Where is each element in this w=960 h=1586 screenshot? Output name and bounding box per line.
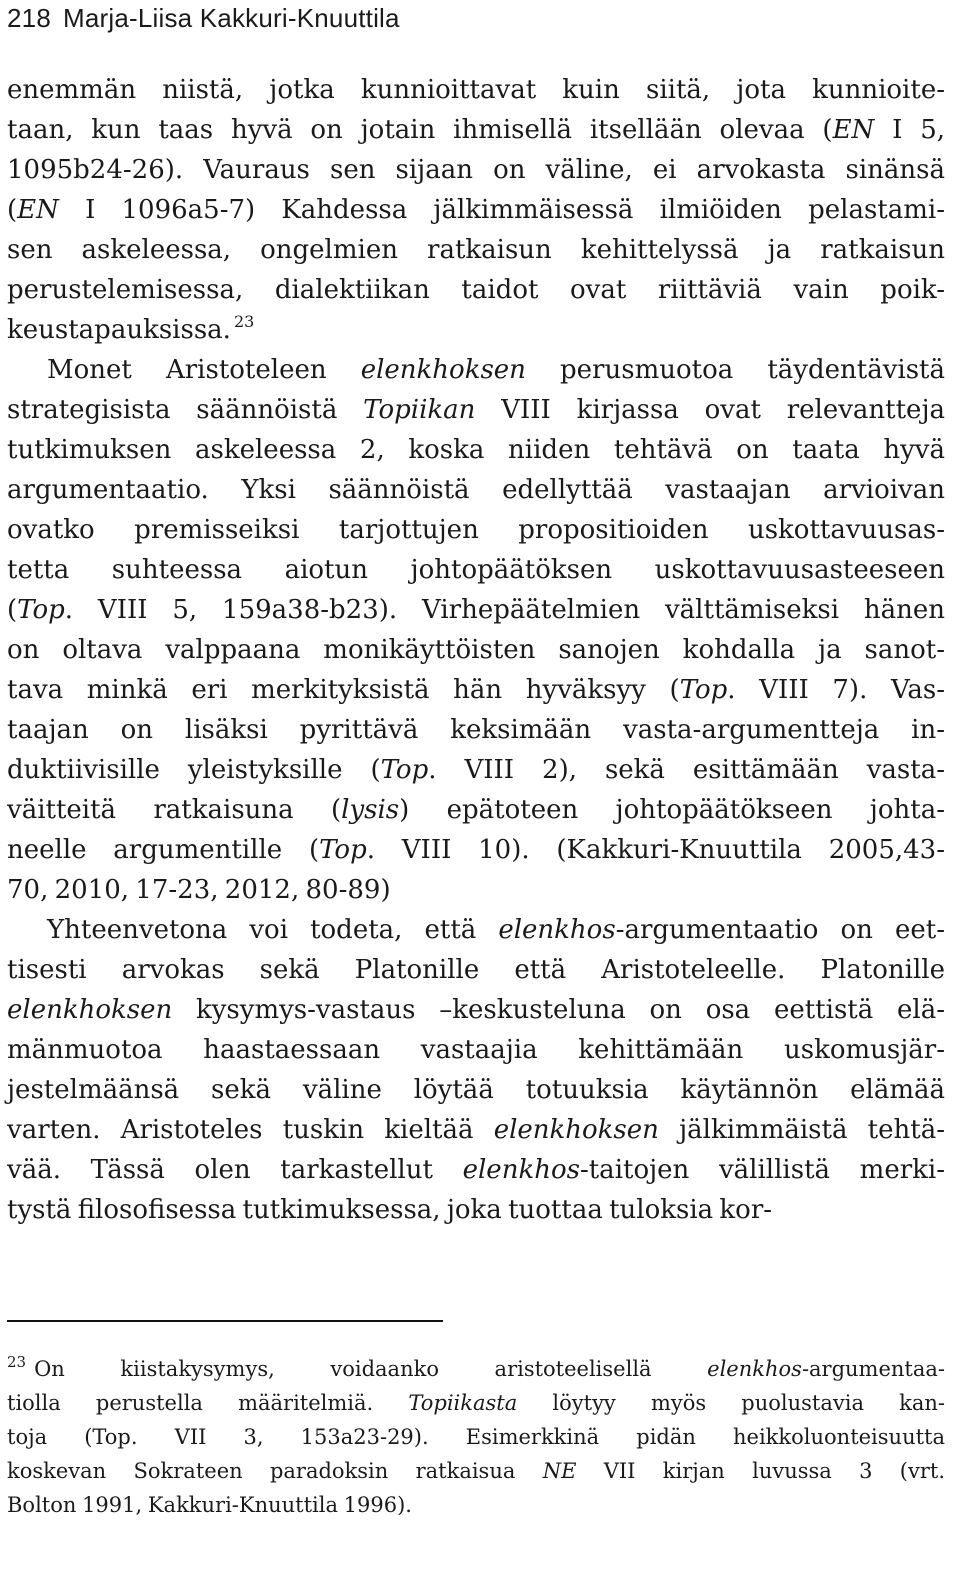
paragraph-1-line	[7, 310, 945, 350]
text-run: perusmuotoa täydentävistä	[525, 355, 945, 385]
main-text	[7, 70, 945, 1230]
italic-term: lysis	[341, 795, 400, 825]
paragraph-3-line	[7, 1030, 945, 1070]
paragraph-2-line	[7, 630, 945, 670]
paragraph-2-line	[7, 750, 945, 790]
paragraph-1-line	[7, 270, 945, 310]
running-header	[7, 2, 400, 34]
footnote-line	[7, 1386, 945, 1420]
footnote-ref: 23	[233, 312, 255, 331]
paragraph-2-line	[7, 590, 945, 630]
paragraph-2-line	[7, 830, 945, 870]
paragraph-2-line	[7, 470, 945, 510]
italic-term: Topiikasta	[408, 1391, 518, 1415]
text-run: -argumentaatio on eet-	[615, 915, 945, 945]
text-run: VIII kirjassa ovat relevantteja	[475, 395, 946, 425]
italic-term: Top	[380, 755, 429, 785]
text-run: I 5,	[874, 115, 946, 145]
paragraph-1-line	[7, 110, 945, 150]
italic-term: EN	[17, 195, 59, 225]
text-run: tiolla perustella määritelmiä.	[7, 1391, 409, 1415]
text-run: Yhteenvetona voi todeta, että	[47, 915, 499, 945]
footnote-separator	[7, 1320, 443, 1322]
paragraph-1-line	[7, 70, 945, 110]
text-run: mänmuotoa haastaessaan vastaajia kehittämään uskomusjär-	[7, 1035, 945, 1065]
text-run: . VIII 10). (Kakkuri-Knuuttila 2005,43-	[366, 835, 945, 865]
paragraph-2-line	[7, 510, 945, 550]
text-run: on oltava valppaana monikäyttöisten sanojen kohdalla ja sanot-	[7, 635, 945, 665]
text-run: perustelemisessa, dialektiikan taidot ovat riittäviä vain poik-	[7, 275, 945, 305]
text-run: argumentaatio. Yksi säännöistä edellyttää vastaajan arvioivan	[7, 475, 945, 505]
paragraph-3-line	[7, 1070, 945, 1110]
italic-term: Topiikan	[363, 395, 476, 425]
paragraph-1-line	[7, 150, 945, 190]
footnote-line	[7, 1488, 945, 1522]
footnote-line	[7, 1420, 945, 1454]
paragraph-2-line	[7, 790, 945, 830]
text-run: neelle argumentille (	[7, 835, 320, 865]
paragraph-2-line	[7, 550, 945, 590]
text-run: -argumentaa-	[801, 1357, 945, 1381]
paragraph-2-line	[7, 670, 945, 710]
text-run: tystä filosofisessa tutkimuksessa, joka tuottaa tuloksia kor-	[7, 1195, 773, 1225]
text-run: löytyy myös puolustavia kan-	[517, 1391, 945, 1415]
text-run: toja (Top. VII 3, 153a23-29). Esimerkkinä pidän heikkoluonteisuutta	[7, 1425, 945, 1449]
paragraph-1-line	[7, 230, 945, 270]
italic-term: Top	[17, 595, 65, 625]
text-run: ovatko premisseiksi tarjottujen propositioiden uskottavuusas-	[7, 515, 945, 545]
italic-term: elenkhos	[707, 1357, 802, 1381]
text-run: tava minkä eri merkityksistä hän hyväksyy (	[7, 675, 680, 705]
text-run: VII kirjan luvussa 3 (vrt.	[576, 1459, 945, 1483]
paragraph-3-line	[7, 1110, 945, 1150]
text-run: väitteitä ratkaisuna (	[7, 795, 342, 825]
paragraph-3-line	[7, 910, 945, 950]
paragraph-2-line	[7, 390, 945, 430]
paragraph-3-line	[7, 950, 945, 990]
text-run: sen askeleessa, ongelmien ratkaisun kehittelyssä ja ratkaisun	[7, 235, 945, 265]
text-run: Bolton 1991, Kakkuri-Knuuttila 1996).	[7, 1493, 412, 1517]
text-run: On kiistakysymys, voidaanko aristoteelisellä	[34, 1357, 708, 1381]
text-run: tetta suhteessa aiotun johtopäätöksen uskottavuusasteeseen	[7, 555, 945, 585]
running-header-author: Marja-Liisa Kakkuri-Knuuttila	[62, 3, 400, 33]
text-run: . VIII 7). Vas-	[727, 675, 945, 705]
italic-term: elenkhos	[462, 1155, 580, 1185]
text-run: jälkimmäistä tehtä-	[658, 1115, 945, 1145]
paragraph-3-line	[7, 1190, 945, 1230]
text-run: tisesti arvokas sekä Platonille että Aristoteleelle. Platonille	[7, 955, 945, 985]
italic-term: elenkhos	[498, 915, 616, 945]
text-run: -taitojen välillistä merki-	[579, 1155, 945, 1185]
text-run: I 1096a5-7) Kahdessa jälkimmäisessä ilmiöiden pelastami-	[58, 195, 945, 225]
italic-term: elenkhoksen	[360, 355, 526, 385]
italic-term: NE	[542, 1459, 577, 1483]
text-run: taan, kun taas hyvä on jotain ihmisellä itsellään olevaa (	[7, 115, 833, 145]
text-run: kysymys-vastaus –keskusteluna on osa eettistä elä-	[172, 995, 945, 1025]
paragraph-1-line	[7, 190, 945, 230]
italic-term: Top	[319, 835, 367, 865]
text-run: varten. Aristoteles tuskin kieltää	[7, 1115, 494, 1145]
text-run: jestelmäänsä sekä väline löytää totuuksia käytännön elämää	[7, 1075, 945, 1105]
paragraph-3-line	[7, 1150, 945, 1190]
italic-term: elenkhoksen	[7, 995, 173, 1025]
footnote-line	[7, 1352, 945, 1386]
footnote-line	[7, 1454, 945, 1488]
text-run: keustapauksissa.	[7, 315, 231, 345]
paragraph-2-line	[7, 710, 945, 750]
footnote-23	[7, 1352, 945, 1522]
text-run: koskevan Sokrateen paradoksin ratkaisua	[7, 1459, 543, 1483]
text-run: 70, 2010, 17-23, 2012, 80-89)	[7, 875, 391, 905]
text-run: tutkimuksen askeleessa 2, koska niiden tehtävä on taata hyvä	[7, 435, 945, 465]
text-run: (	[7, 195, 18, 225]
paragraph-2-line	[7, 870, 945, 910]
paragraph-3-line	[7, 990, 945, 1030]
text-run: (	[7, 595, 18, 625]
italic-term: elenkhoksen	[493, 1115, 659, 1145]
paragraph-2-line	[7, 350, 945, 390]
text-run: ) epätoteen johtopäätökseen johta-	[399, 795, 945, 825]
text-run: . VIII 5, 159a38-b23). Virhepäätelmien välttämiseksi hänen	[64, 595, 945, 625]
text-run: . VIII 2), sekä esittämään vasta-	[428, 755, 945, 785]
text-run: enemmän niistä, jotka kunnioittavat kuin siitä, jota kunnioite-	[7, 75, 945, 105]
italic-term: Top	[679, 675, 728, 705]
page-number: 218	[7, 3, 51, 33]
text-run: 1095b24-26). Vauraus sen sijaan on väline, ei arvokasta sinänsä	[7, 155, 945, 185]
text-run: taajan on lisäksi pyrittävä keksimään vasta-argumentteja in-	[7, 715, 945, 745]
text-run: vää. Tässä olen tarkastellut	[7, 1155, 463, 1185]
text-run: Monet Aristoteleen	[47, 355, 361, 385]
italic-term: EN	[832, 115, 875, 145]
footnote-marker: 23	[7, 1353, 27, 1371]
text-run: duktiivisille yleistyksille (	[7, 755, 381, 785]
paragraph-2-line	[7, 430, 945, 470]
text-run: strategisista säännöistä	[7, 395, 364, 425]
